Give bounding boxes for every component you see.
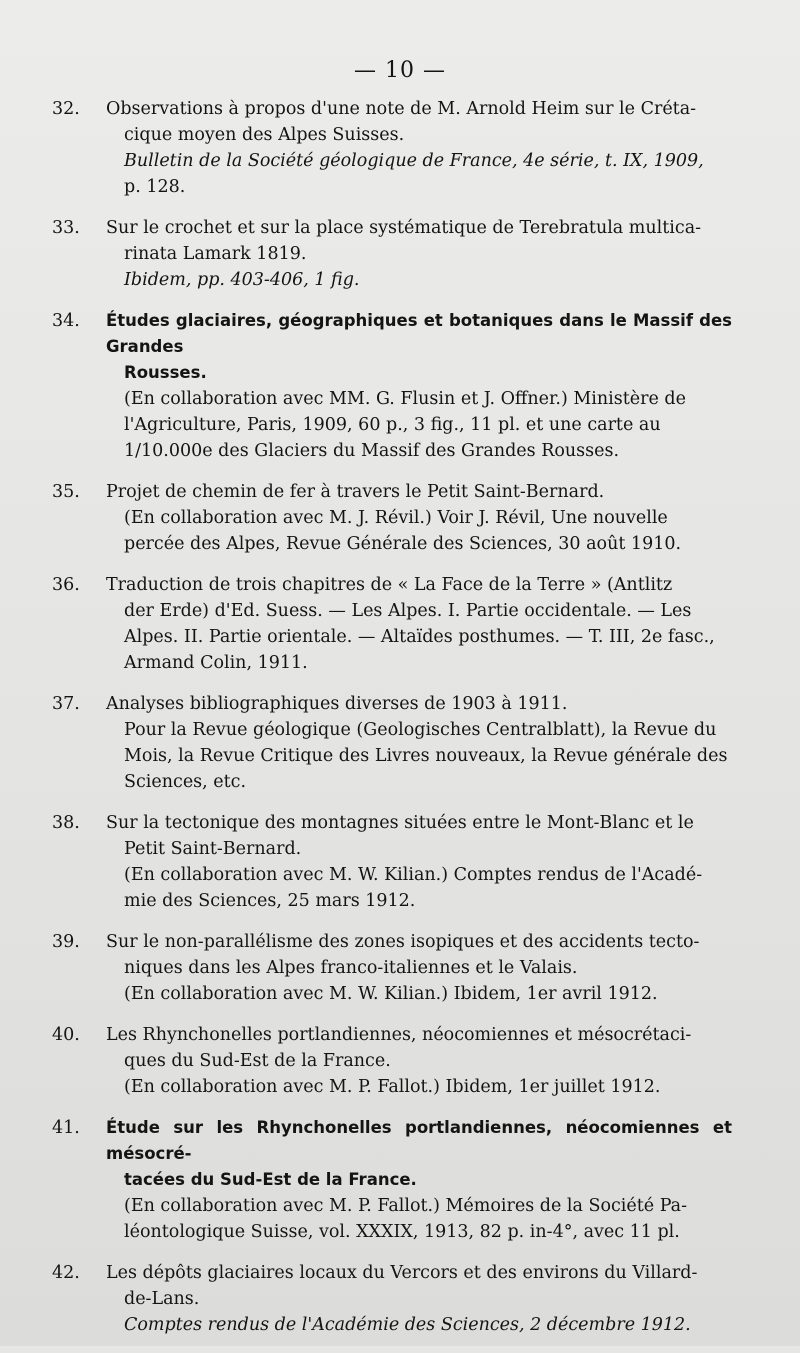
entry-title: Observations à propos d'une note de M. Arnold Heim sur le Créta- (106, 99, 697, 119)
entry-reference: 1/10.000e des Glaciers du Massif des Grandes Rousses. (124, 441, 620, 461)
entry-number: 42. (52, 1263, 80, 1283)
bibliography-entry-42 (52, 1260, 732, 1338)
bibliography-entry-39 (52, 929, 732, 1007)
entry-reference: (En collaboration avec M. W. Kilian.) Comptes rendus de l'Acadé- (124, 865, 703, 885)
bibliography-entry-35 (52, 479, 732, 557)
bibliography-list (52, 96, 732, 1353)
entry-number: 36. (52, 575, 80, 595)
entry-reference: l'Agriculture, Paris, 1909, 60 p., 3 fig., 11 pl. et une carte au (124, 415, 661, 435)
entry-number: 41. (52, 1118, 80, 1138)
entry-title: Petit Saint-Bernard. (124, 839, 302, 859)
entry-title: cique moyen des Alpes Suisses. (124, 125, 405, 145)
entry-reference: (En collaboration avec M. P. Fallot.) Ibidem, 1er juillet 1912. (124, 1077, 661, 1097)
entry-reference (124, 148, 732, 174)
entry-reference: Pour la Revue géologique (Geologisches Centralblatt), la Revue du (124, 720, 717, 740)
entry-title: tacées du Sud-Est de la France. (124, 1170, 417, 1189)
entry-reference: (En collaboration avec MM. G. Flusin et J. Offner.) Ministère de (124, 389, 686, 409)
entry-reference-text: Comptes rendus de l'Académie des Sciences, 2 décembre 1912. (124, 1315, 691, 1335)
entry-number: 35. (52, 482, 80, 502)
entry-reference (124, 1312, 732, 1338)
entry-title: niques dans les Alpes franco-italiennes et le Valais. (124, 958, 578, 978)
entry-title: ques du Sud-Est de la France. (124, 1051, 391, 1071)
bibliography-entry-37 (52, 691, 732, 795)
entry-title: de-Lans. (124, 1289, 200, 1309)
bibliography-entry-36 (52, 572, 732, 676)
entry-title: Analyses bibliographiques diverses de 1903 à 1911. (106, 694, 568, 714)
entry-reference: percée des Alpes, Revue Générale des Sciences, 30 août 1910. (124, 534, 682, 554)
entry-reference: (En collaboration avec M. J. Révil.) Voir J. Révil, Une nouvelle (124, 508, 668, 528)
entry-title: Alpes. II. Partie orientale. — Altaïdes posthumes. — T. III, 2e fasc., (124, 627, 715, 647)
entry-title: Sur le crochet et sur la place systématique de Terebratula multica- (106, 218, 702, 238)
entry-title: Études glaciaires, géographiques et botaniques dans le Massif des Grandes (106, 311, 732, 356)
entry-title: Les dépôts glaciaires locaux du Vercors et des environs du Villard- (106, 1263, 698, 1283)
entry-title: der Erde) d'Ed. Suess. — Les Alpes. I. Partie occidentale. — Les (124, 601, 692, 621)
entry-reference: p. 128. (124, 177, 186, 197)
entry-title: Traduction de trois chapitres de « La Face de la Terre » (Antlitz (106, 575, 673, 595)
entry-reference: (En collaboration avec M. W. Kilian.) Ibidem, 1er avril 1912. (124, 984, 658, 1004)
entry-title: Rousses. (124, 363, 207, 382)
entry-reference-text: Bulletin de la Société géologique de France, 4e série, t. IX, 1909, (124, 151, 704, 171)
entry-title: rinata Lamark 1819. (124, 244, 307, 264)
entry-number: 37. (52, 694, 80, 714)
entry-title: Armand Colin, 1911. (124, 653, 308, 673)
entry-reference: mie des Sciences, 25 mars 1912. (124, 891, 416, 911)
entry-title: Sur le non-parallélisme des zones isopiques et des accidents tecto- (106, 932, 700, 952)
bibliography-entry-33 (52, 215, 732, 293)
entry-number: 40. (52, 1025, 80, 1045)
entry-title: Étude sur les Rhynchonelles portlandiennes, néocomiennes et mésocré- (106, 1118, 732, 1163)
entry-reference: Sciences, etc. (124, 772, 247, 792)
bibliography-entry-32 (52, 96, 732, 200)
bibliography-entry-40 (52, 1022, 732, 1100)
entry-number: 34. (52, 311, 80, 331)
entry-reference: (En collaboration avec M. P. Fallot.) Mémoires de la Société Pa- (124, 1196, 688, 1216)
bibliography-entry-41 (52, 1115, 732, 1245)
entry-reference (124, 267, 732, 293)
entry-number: 38. (52, 813, 80, 833)
entry-reference: Mois, la Revue Critique des Livres nouveaux, la Revue générale des (124, 746, 728, 766)
entry-title: Projet de chemin de fer à travers le Petit Saint-Bernard. (106, 482, 605, 502)
entry-reference-text: Ibidem, pp. 403-406, 1 fig. (124, 270, 360, 290)
entry-number: 33. (52, 218, 80, 238)
bibliography-entry-34 (52, 308, 732, 464)
entry-title: Les Rhynchonelles portlandiennes, néocomiennes et mésocrétaci- (106, 1025, 692, 1045)
bibliography-entry-38 (52, 810, 732, 914)
entry-reference: léontologique Suisse, vol. XXXIX, 1913, 82 p. in-4°, avec 11 pl. (124, 1222, 680, 1242)
page-number: — 10 — (354, 58, 446, 83)
entry-number: 32. (52, 99, 80, 119)
entry-title: Sur la tectonique des montagnes situées entre le Mont-Blanc et le (106, 813, 694, 833)
entry-number: 39. (52, 932, 80, 952)
